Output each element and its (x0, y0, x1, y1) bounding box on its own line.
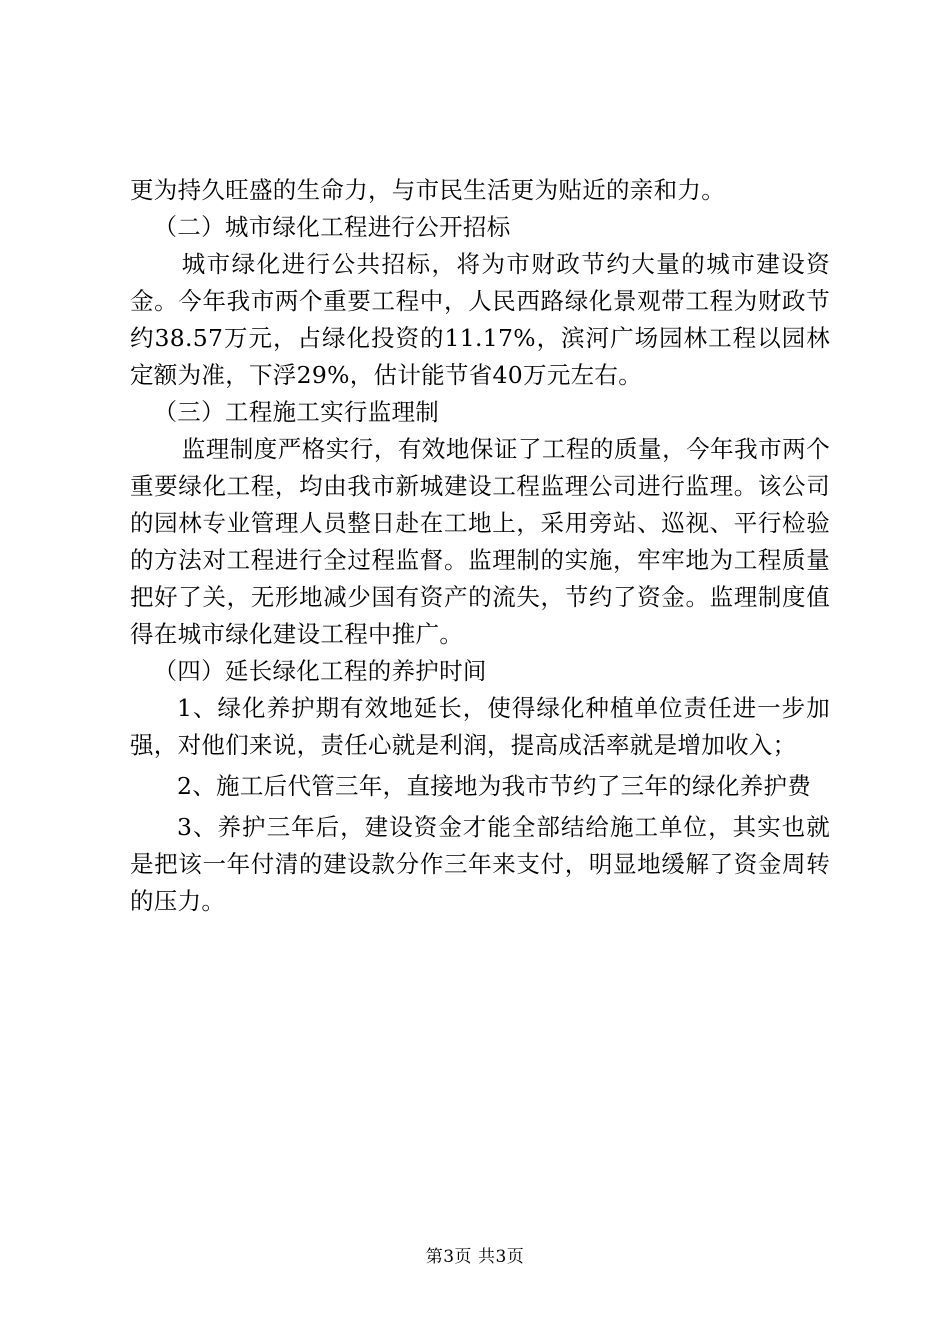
list-item-3: 3、养护三年后，建设资金才能全部结给施工单位，其实也就是把该一年付清的建设款分作三年来支付，明显地缓解了资金周转的压力。 (130, 813, 830, 915)
document-body (130, 172, 830, 924)
section-heading-4: （四）延长绿化工程的养护时间 (153, 657, 487, 685)
page-footer: 第3页 共3页 (425, 1247, 525, 1267)
paragraph-continuation: 更为持久旺盛的生命力，与市民生活更为贴近的亲和力。 (130, 176, 725, 204)
list-item-1: 1、绿化养护期有效地延长，使得绿化种植单位责任进一步加强，对他们来说，责任心就是利润，提高成活率就是增加收入； (130, 694, 830, 759)
paragraph-supervision: 监理制度严格实行，有效地保证了工程的质量，今年我市两个重要绿化工程，均由我市新城建设工程监理公司进行监理。该公司的园林专业管理人员整日赴在工地上，采用旁站、巡视、平行检验的方法对工程进行全过程监督。监理制的实施，牢牢地为工程质量把好了关，无形地减少国有资产的流失，节约了资金。监理制度值得在城市绿化建设工程中推广。 (130, 435, 830, 648)
list-item-2: 2、施工后代管三年，直接地为我市节约了三年的绿化养护费 (177, 772, 812, 800)
paragraph-bidding: 城市绿化进行公共招标，将为市财政节约大量的城市建设资金。今年我市两个重要工程中，人民西路绿化景观带工程为财政节约38.57万元，占绿化投资的11.17%，滨河广场园林工程以园林定额为准，下浮29%，估计能节省40万元左右。 (130, 250, 830, 389)
section-heading-3: （三）工程施工实行监理制 (153, 398, 440, 426)
section-heading-2: （二）城市绿化工程进行公开招标 (153, 213, 511, 241)
